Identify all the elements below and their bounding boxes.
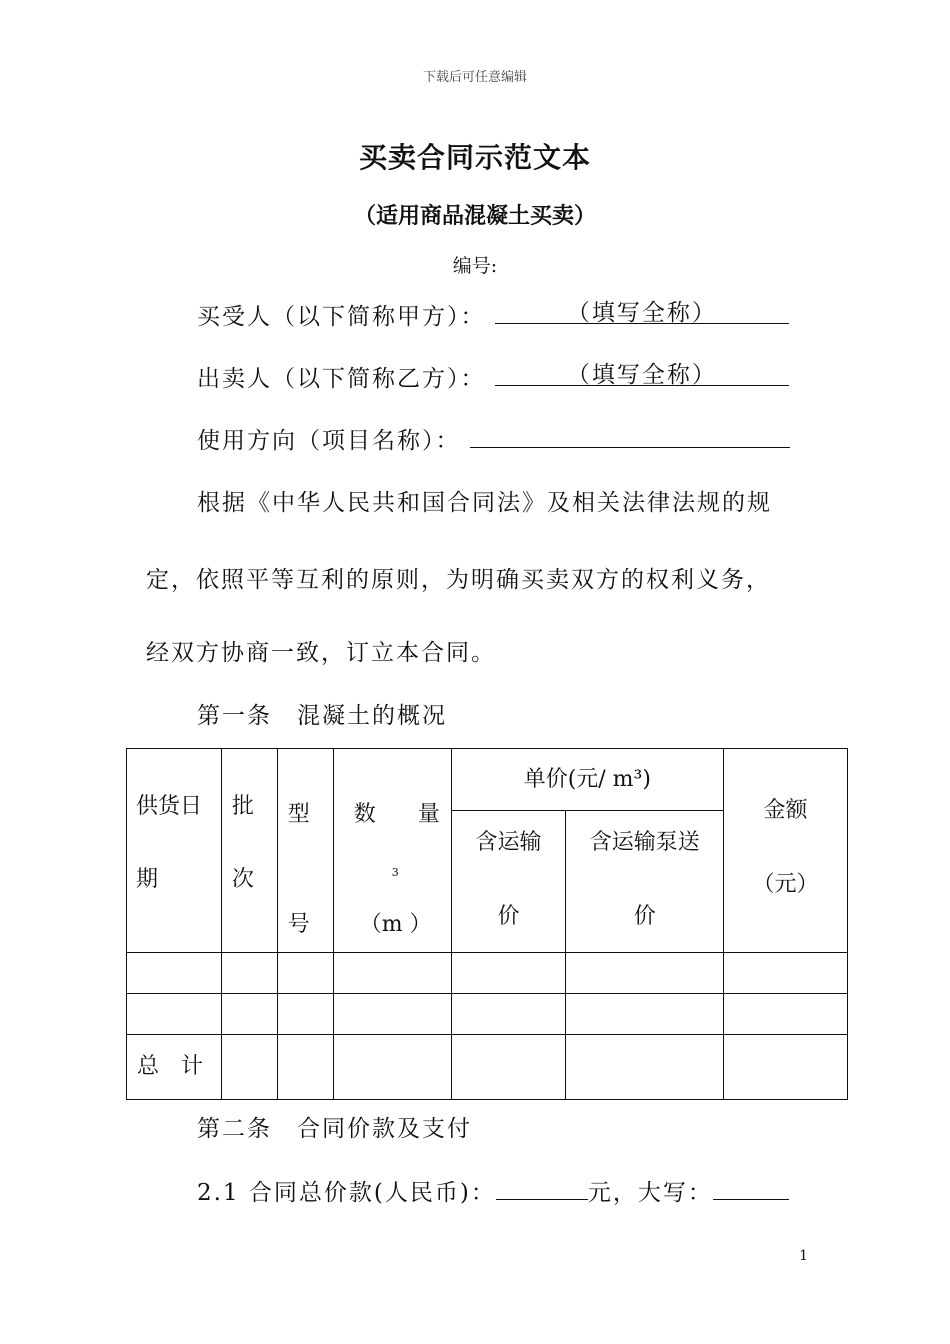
header-model: 型 号	[277, 749, 333, 953]
total-label-cell: 总 计	[127, 1035, 222, 1100]
header-note: 下载后可任意编辑	[422, 70, 527, 85]
buyer-blank	[495, 297, 789, 324]
header-price-with-transport: 含运输 价	[451, 811, 566, 953]
clause-2-1-yuan: 元，大写：	[587, 1180, 713, 1206]
header-price-with-pump: 含运输泵送 价	[566, 811, 724, 953]
table-row	[127, 953, 848, 994]
paragraph-line-1: 根据《中华人民共和国合同法》及相关法律法规的规	[197, 490, 772, 516]
document-subtitle: （适用商品混凝土买卖）	[353, 203, 596, 229]
buyer-hint: （填写全称）	[566, 300, 717, 326]
page-number: 1	[799, 1248, 808, 1264]
header-batch: 批 次	[221, 749, 277, 953]
usage-blank	[470, 421, 790, 448]
seller-label: 出卖人（以下简称乙方）：	[197, 366, 486, 392]
header-unit-price: 单价(元/ m³)	[451, 749, 724, 811]
seller-blank	[495, 359, 789, 386]
paragraph-line-3: 经双方协商一致，订立本合同。	[146, 640, 496, 666]
article-1-heading: 第一条 混凝土的概况	[197, 703, 447, 729]
seller-field	[197, 359, 789, 393]
seller-hint: （填写全称）	[566, 362, 717, 388]
total-row	[127, 1035, 848, 1100]
paragraph-line-2: 定，依照平等互利的原则，为明确买卖双方的权利义务，	[146, 567, 771, 593]
article-2-heading: 第二条 合同价款及支付	[197, 1116, 472, 1142]
buyer-label: 买受人（以下简称甲方）：	[197, 304, 486, 330]
concrete-table	[126, 748, 848, 1100]
header-quantity: 数 量 3 （m ）	[333, 749, 451, 953]
table-row	[127, 994, 848, 1035]
header-supply-date: 供货日 期	[127, 749, 222, 953]
usage-label: 使用方向（项目名称）：	[197, 428, 461, 454]
document-title: 买卖合同示范文本	[358, 141, 591, 174]
header-amount: 金额 （元）	[724, 749, 848, 953]
clause-2-1	[197, 1173, 789, 1207]
total-price-words-blank	[713, 1173, 789, 1200]
buyer-field	[197, 297, 789, 331]
clause-2-1-label: 2.1 合同总价款(人民币)：	[197, 1180, 496, 1206]
usage-field	[197, 421, 790, 455]
total-price-blank	[496, 1173, 588, 1200]
contract-number-label: 编号:	[452, 255, 498, 277]
